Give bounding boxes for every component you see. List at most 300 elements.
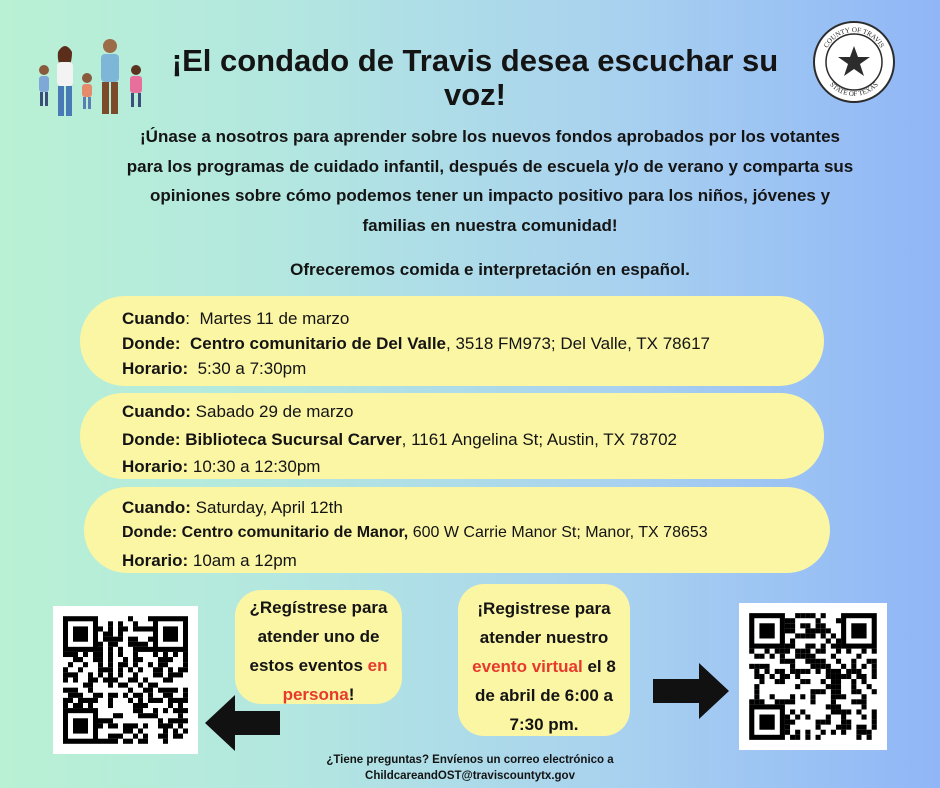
qr-module (163, 657, 168, 662)
qr-module (113, 739, 118, 744)
qr-module (98, 662, 103, 667)
event-card (84, 487, 830, 573)
qr-module (128, 739, 133, 744)
qr-module (153, 652, 158, 657)
qr-module (143, 642, 148, 647)
qr-module (108, 739, 113, 744)
qr-module (816, 628, 821, 633)
qr-module (108, 667, 113, 672)
qr-module (83, 683, 88, 688)
qr-module (138, 728, 143, 733)
qr-module (118, 683, 123, 688)
qr-module (861, 694, 866, 699)
qr-module (108, 693, 113, 698)
qr-module (68, 662, 73, 667)
qr-module (831, 704, 836, 709)
qr-module (133, 734, 138, 739)
event-time: 10:30 a 12:30pm (192, 457, 321, 476)
qr-module (103, 677, 108, 682)
qr-module (770, 654, 775, 659)
qr-module (183, 652, 188, 657)
qr-module (133, 652, 138, 657)
qr-module (790, 694, 795, 699)
qr-module (108, 703, 113, 708)
qr-module (173, 734, 178, 739)
qr-module (103, 718, 108, 723)
register-in-person-highlight: en persona (282, 656, 388, 704)
qr-module (851, 659, 856, 664)
qr-module (826, 704, 831, 709)
qr-module (775, 679, 780, 684)
qr-module (841, 694, 846, 699)
qr-module (113, 713, 118, 718)
qr-module (133, 677, 138, 682)
qr-module (872, 659, 877, 664)
county-seal (812, 20, 896, 104)
qr-module (108, 632, 113, 637)
qr-module (123, 728, 128, 733)
qr-module (168, 703, 173, 708)
qr-module (143, 688, 148, 693)
qr-finder (73, 718, 88, 733)
qr-module (133, 657, 138, 662)
qr-module (861, 730, 866, 735)
qr-module (810, 699, 815, 704)
qr-module (775, 649, 780, 654)
qr-module (133, 672, 138, 677)
qr-module (123, 662, 128, 667)
qr-module (118, 637, 123, 642)
qr-module (118, 672, 123, 677)
qr-module (118, 734, 123, 739)
time-label: Horario: (122, 457, 189, 476)
qr-module (785, 715, 790, 720)
qr-module (63, 677, 68, 682)
qr-module (831, 709, 836, 714)
qr-module (770, 674, 775, 679)
qr-module (123, 693, 128, 698)
qr-module (795, 674, 800, 679)
qr-module (178, 698, 183, 703)
qr-module (785, 618, 790, 623)
intro-text: ¡Únase a nosotros para aprender sobre los nuevos fondos aprobados por los votantes para los programas de cuidado infantil, después de escuela y/o de verano y comparta sus opiniones sobre cómo podemos tener un impacto positivo para los niños, jóvenes y familias en nuestra comunidad! (126, 127, 854, 235)
qr-code-virtual[interactable] (739, 603, 887, 750)
qr-module (133, 621, 138, 626)
qr-module (872, 720, 877, 725)
qr-module (183, 698, 188, 703)
qr-module (148, 713, 153, 718)
qr-module (759, 679, 764, 684)
seal-bottom-text: STATE OF TEXAS (828, 80, 880, 99)
qr-module (108, 718, 113, 723)
qr-module (98, 657, 103, 662)
register-in-person-bubble[interactable]: ¿Regístrese para atender uno de estos eventos en persona! (235, 590, 402, 704)
qr-module (173, 718, 178, 723)
qr-module (754, 689, 759, 694)
qr-module (856, 674, 861, 679)
qr-module (108, 621, 113, 626)
qr-module (133, 708, 138, 713)
qr-module (133, 642, 138, 647)
event-time: 5:30 a 7:30pm (197, 359, 307, 378)
qr-module (765, 664, 770, 669)
qr-module (163, 652, 168, 657)
qr-module (795, 633, 800, 638)
qr-module (754, 694, 759, 699)
qr-module (108, 698, 113, 703)
qr-module (790, 623, 795, 628)
qr-module (118, 662, 123, 667)
qr-module (168, 718, 173, 723)
qr-module (775, 669, 780, 674)
qr-module (83, 662, 88, 667)
qr-finder (851, 623, 866, 638)
qr-module (118, 667, 123, 672)
qr-module (98, 739, 103, 744)
qr-module (168, 657, 173, 662)
qr-module (163, 739, 168, 744)
qr-module (836, 659, 841, 664)
qr-module (846, 720, 851, 725)
qr-module (118, 652, 123, 657)
qr-module (754, 654, 759, 659)
qr-module (163, 728, 168, 733)
qr-module (790, 699, 795, 704)
qr-module (856, 699, 861, 704)
qr-module (98, 642, 103, 647)
qr-module (816, 623, 821, 628)
qr-module (790, 628, 795, 633)
qr-module (790, 664, 795, 669)
qr-module (867, 730, 872, 735)
qr-module (790, 669, 795, 674)
qr-module (138, 642, 143, 647)
qr-module (143, 647, 148, 652)
qr-module (821, 644, 826, 649)
qr-module (73, 693, 78, 698)
qr-module (108, 647, 113, 652)
qr-module (805, 715, 810, 720)
qr-module (98, 672, 103, 677)
qr-module (83, 652, 88, 657)
qr-module (73, 688, 78, 693)
qr-module (841, 674, 846, 679)
qr-module (183, 667, 188, 672)
qr-module (810, 633, 815, 638)
qr-module (805, 659, 810, 664)
page-title: ¡El condado de Travis desea escuchar su voz! (171, 43, 779, 112)
qr-module (128, 642, 133, 647)
qr-module (795, 669, 800, 674)
qr-module (143, 677, 148, 682)
qr-module (867, 659, 872, 664)
qr-module (178, 703, 183, 708)
qr-module (800, 709, 805, 714)
qr-module (138, 739, 143, 744)
qr-module (73, 652, 78, 657)
qr-module (759, 664, 764, 669)
qr-module (759, 699, 764, 704)
qr-module (851, 669, 856, 674)
qr-module (841, 725, 846, 730)
qr-module (163, 688, 168, 693)
qr-module (785, 649, 790, 654)
qr-module (836, 725, 841, 730)
qr-module (795, 730, 800, 735)
qr-module (770, 694, 775, 699)
qr-module (831, 669, 836, 674)
where-label: Donde: (122, 334, 181, 353)
qr-module (123, 626, 128, 631)
qr-module (856, 725, 861, 730)
qr-module (158, 723, 163, 728)
qr-module (810, 664, 815, 669)
qr-module (168, 693, 173, 698)
qr-module (836, 679, 841, 684)
qr-module (138, 713, 143, 718)
qr-module (128, 616, 133, 621)
qr-module (73, 672, 78, 677)
event-place: Centro comunitario de Manor, (181, 524, 409, 541)
qr-module (108, 652, 113, 657)
qr-module (795, 654, 800, 659)
qr-module (785, 725, 790, 730)
event-time: 10am a 12pm (192, 551, 297, 570)
register-virtual-bubble[interactable] (458, 584, 630, 736)
qr-module (749, 699, 754, 704)
qr-module (118, 647, 123, 652)
qr-module (108, 734, 113, 739)
register-in-person-text: ¿Regístrese para atender uno de estos eventos (249, 598, 388, 675)
qr-module (872, 674, 877, 679)
qr-module (836, 684, 841, 689)
qr-module (148, 662, 153, 667)
qr-module (826, 720, 831, 725)
qr-finder (759, 715, 774, 730)
qr-module (173, 728, 178, 733)
qr-module (163, 708, 168, 713)
qr-module (128, 637, 133, 642)
qr-module (78, 703, 83, 708)
qr-module (113, 723, 118, 728)
qr-module (749, 664, 754, 669)
qr-module (759, 674, 764, 679)
qr-module (826, 669, 831, 674)
qr-module (841, 664, 846, 669)
qr-module (158, 718, 163, 723)
qr-module (805, 644, 810, 649)
qr-module (88, 683, 93, 688)
qr-module (836, 644, 841, 649)
qr-module (780, 654, 785, 659)
qr-module (108, 657, 113, 662)
qr-module (795, 715, 800, 720)
qr-module (138, 667, 143, 672)
qr-code-in-person[interactable] (53, 606, 198, 754)
qr-module (88, 688, 93, 693)
qr-module (836, 674, 841, 679)
qr-module (836, 694, 841, 699)
qr-module (113, 734, 118, 739)
qr-module (861, 704, 866, 709)
qr-module (98, 723, 103, 728)
qr-module (805, 669, 810, 674)
qr-finder (163, 626, 178, 641)
qr-module (158, 657, 163, 662)
qr-module (816, 659, 821, 664)
qr-module (73, 657, 78, 662)
qr-module (168, 688, 173, 693)
qr-module (810, 659, 815, 664)
qr-module (872, 649, 877, 654)
when-label: Cuando: (122, 498, 191, 517)
qr-module (872, 669, 877, 674)
qr-module (73, 677, 78, 682)
qr-module (872, 664, 877, 669)
qr-module (163, 723, 168, 728)
qr-module (158, 688, 163, 693)
qr-module (148, 698, 153, 703)
qr-module (138, 708, 143, 713)
qr-module (148, 688, 153, 693)
qr-module (173, 698, 178, 703)
qr-module (790, 644, 795, 649)
qr-module (856, 735, 861, 740)
qr-module (821, 628, 826, 633)
qr-module (123, 723, 128, 728)
qr-module (103, 632, 108, 637)
qr-module (168, 667, 173, 672)
qr-module (831, 654, 836, 659)
qr-module (133, 703, 138, 708)
qr-module (795, 649, 800, 654)
qr-module (138, 703, 143, 708)
qr-module (158, 662, 163, 667)
qr-module (851, 699, 856, 704)
qr-module (780, 649, 785, 654)
qr-module (178, 723, 183, 728)
qr-module (826, 628, 831, 633)
qr-module (93, 677, 98, 682)
qr-module (183, 718, 188, 723)
qr-module (785, 623, 790, 628)
qr-module (183, 688, 188, 693)
event-address: , 3518 FM973; Del Valle, TX 78617 (446, 334, 710, 353)
qr-module (861, 699, 866, 704)
event-card: Cuando: Martes 11 de marzo Donde: Centro comunitario de Del Valle, 3518 FM973; Del Valle, TX 78617 Horario: 5:30 a 7:30pm (80, 296, 824, 386)
qr-module (800, 649, 805, 654)
qr-module (831, 730, 836, 735)
qr-module (780, 669, 785, 674)
footer (290, 752, 650, 784)
qr-module (98, 718, 103, 723)
qr-module (153, 713, 158, 718)
qr-module (88, 677, 93, 682)
qr-module (183, 662, 188, 667)
qr-module (173, 708, 178, 713)
qr-module (759, 654, 764, 659)
qr-module (68, 652, 73, 657)
event-date: Sabado 29 de marzo (195, 402, 354, 421)
qr-finder (73, 626, 88, 641)
qr-module (98, 667, 103, 672)
qr-module (754, 674, 759, 679)
qr-module (856, 669, 861, 674)
qr-module (821, 720, 826, 725)
register-virtual-text: ¡Registrese para atender nuestro (477, 599, 611, 647)
qr-module (128, 728, 133, 733)
qr-module (153, 708, 158, 713)
qr-module (780, 674, 785, 679)
qr-module (836, 669, 841, 674)
qr-module (133, 647, 138, 652)
qr-module (872, 725, 877, 730)
qr-module (183, 708, 188, 713)
qr-module (800, 669, 805, 674)
qr-module (826, 715, 831, 720)
qr-module (861, 664, 866, 669)
qr-module (810, 628, 815, 633)
qr-module (841, 730, 846, 735)
qr-module (143, 703, 148, 708)
qr-module (178, 718, 183, 723)
qr-module (128, 677, 133, 682)
qr-module (800, 694, 805, 699)
qr-module (861, 715, 866, 720)
qr-module (826, 674, 831, 679)
qr-module (108, 642, 113, 647)
qr-module (98, 652, 103, 657)
event-address: 600 W Carrie Manor St; Manor, TX 78653 (412, 524, 708, 541)
qr-module (785, 720, 790, 725)
qr-module (846, 669, 851, 674)
qr-module (861, 725, 866, 730)
qr-module (805, 730, 810, 735)
qr-module (133, 662, 138, 667)
qr-code-icon (739, 603, 887, 750)
qr-module (841, 720, 846, 725)
qr-module (133, 637, 138, 642)
qr-module (856, 689, 861, 694)
qr-module (826, 664, 831, 669)
qr-module (153, 667, 158, 672)
qr-module (805, 628, 810, 633)
qr-module (163, 734, 168, 739)
qr-module (113, 693, 118, 698)
qr-module (148, 693, 153, 698)
event-place: Biblioteca Sucursal Carver (185, 430, 402, 449)
qr-module (831, 644, 836, 649)
qr-module (785, 730, 790, 735)
qr-module (73, 703, 78, 708)
qr-module (68, 698, 73, 703)
event-address: , 1161 Angelina St; Austin, TX 78702 (401, 430, 678, 449)
qr-module (821, 730, 826, 735)
qr-module (68, 672, 73, 677)
qr-module (856, 654, 861, 659)
qr-module (143, 626, 148, 631)
footer-email-link[interactable]: ChildcareandOST@traviscountytx.gov (365, 770, 575, 782)
qr-module (88, 672, 93, 677)
qr-module (795, 613, 800, 618)
qr-module (816, 649, 821, 654)
qr-module (800, 623, 805, 628)
where-label: Donde: (122, 430, 181, 449)
qr-module (123, 657, 128, 662)
qr-module (138, 626, 143, 631)
qr-module (785, 674, 790, 679)
qr-module (148, 647, 153, 652)
